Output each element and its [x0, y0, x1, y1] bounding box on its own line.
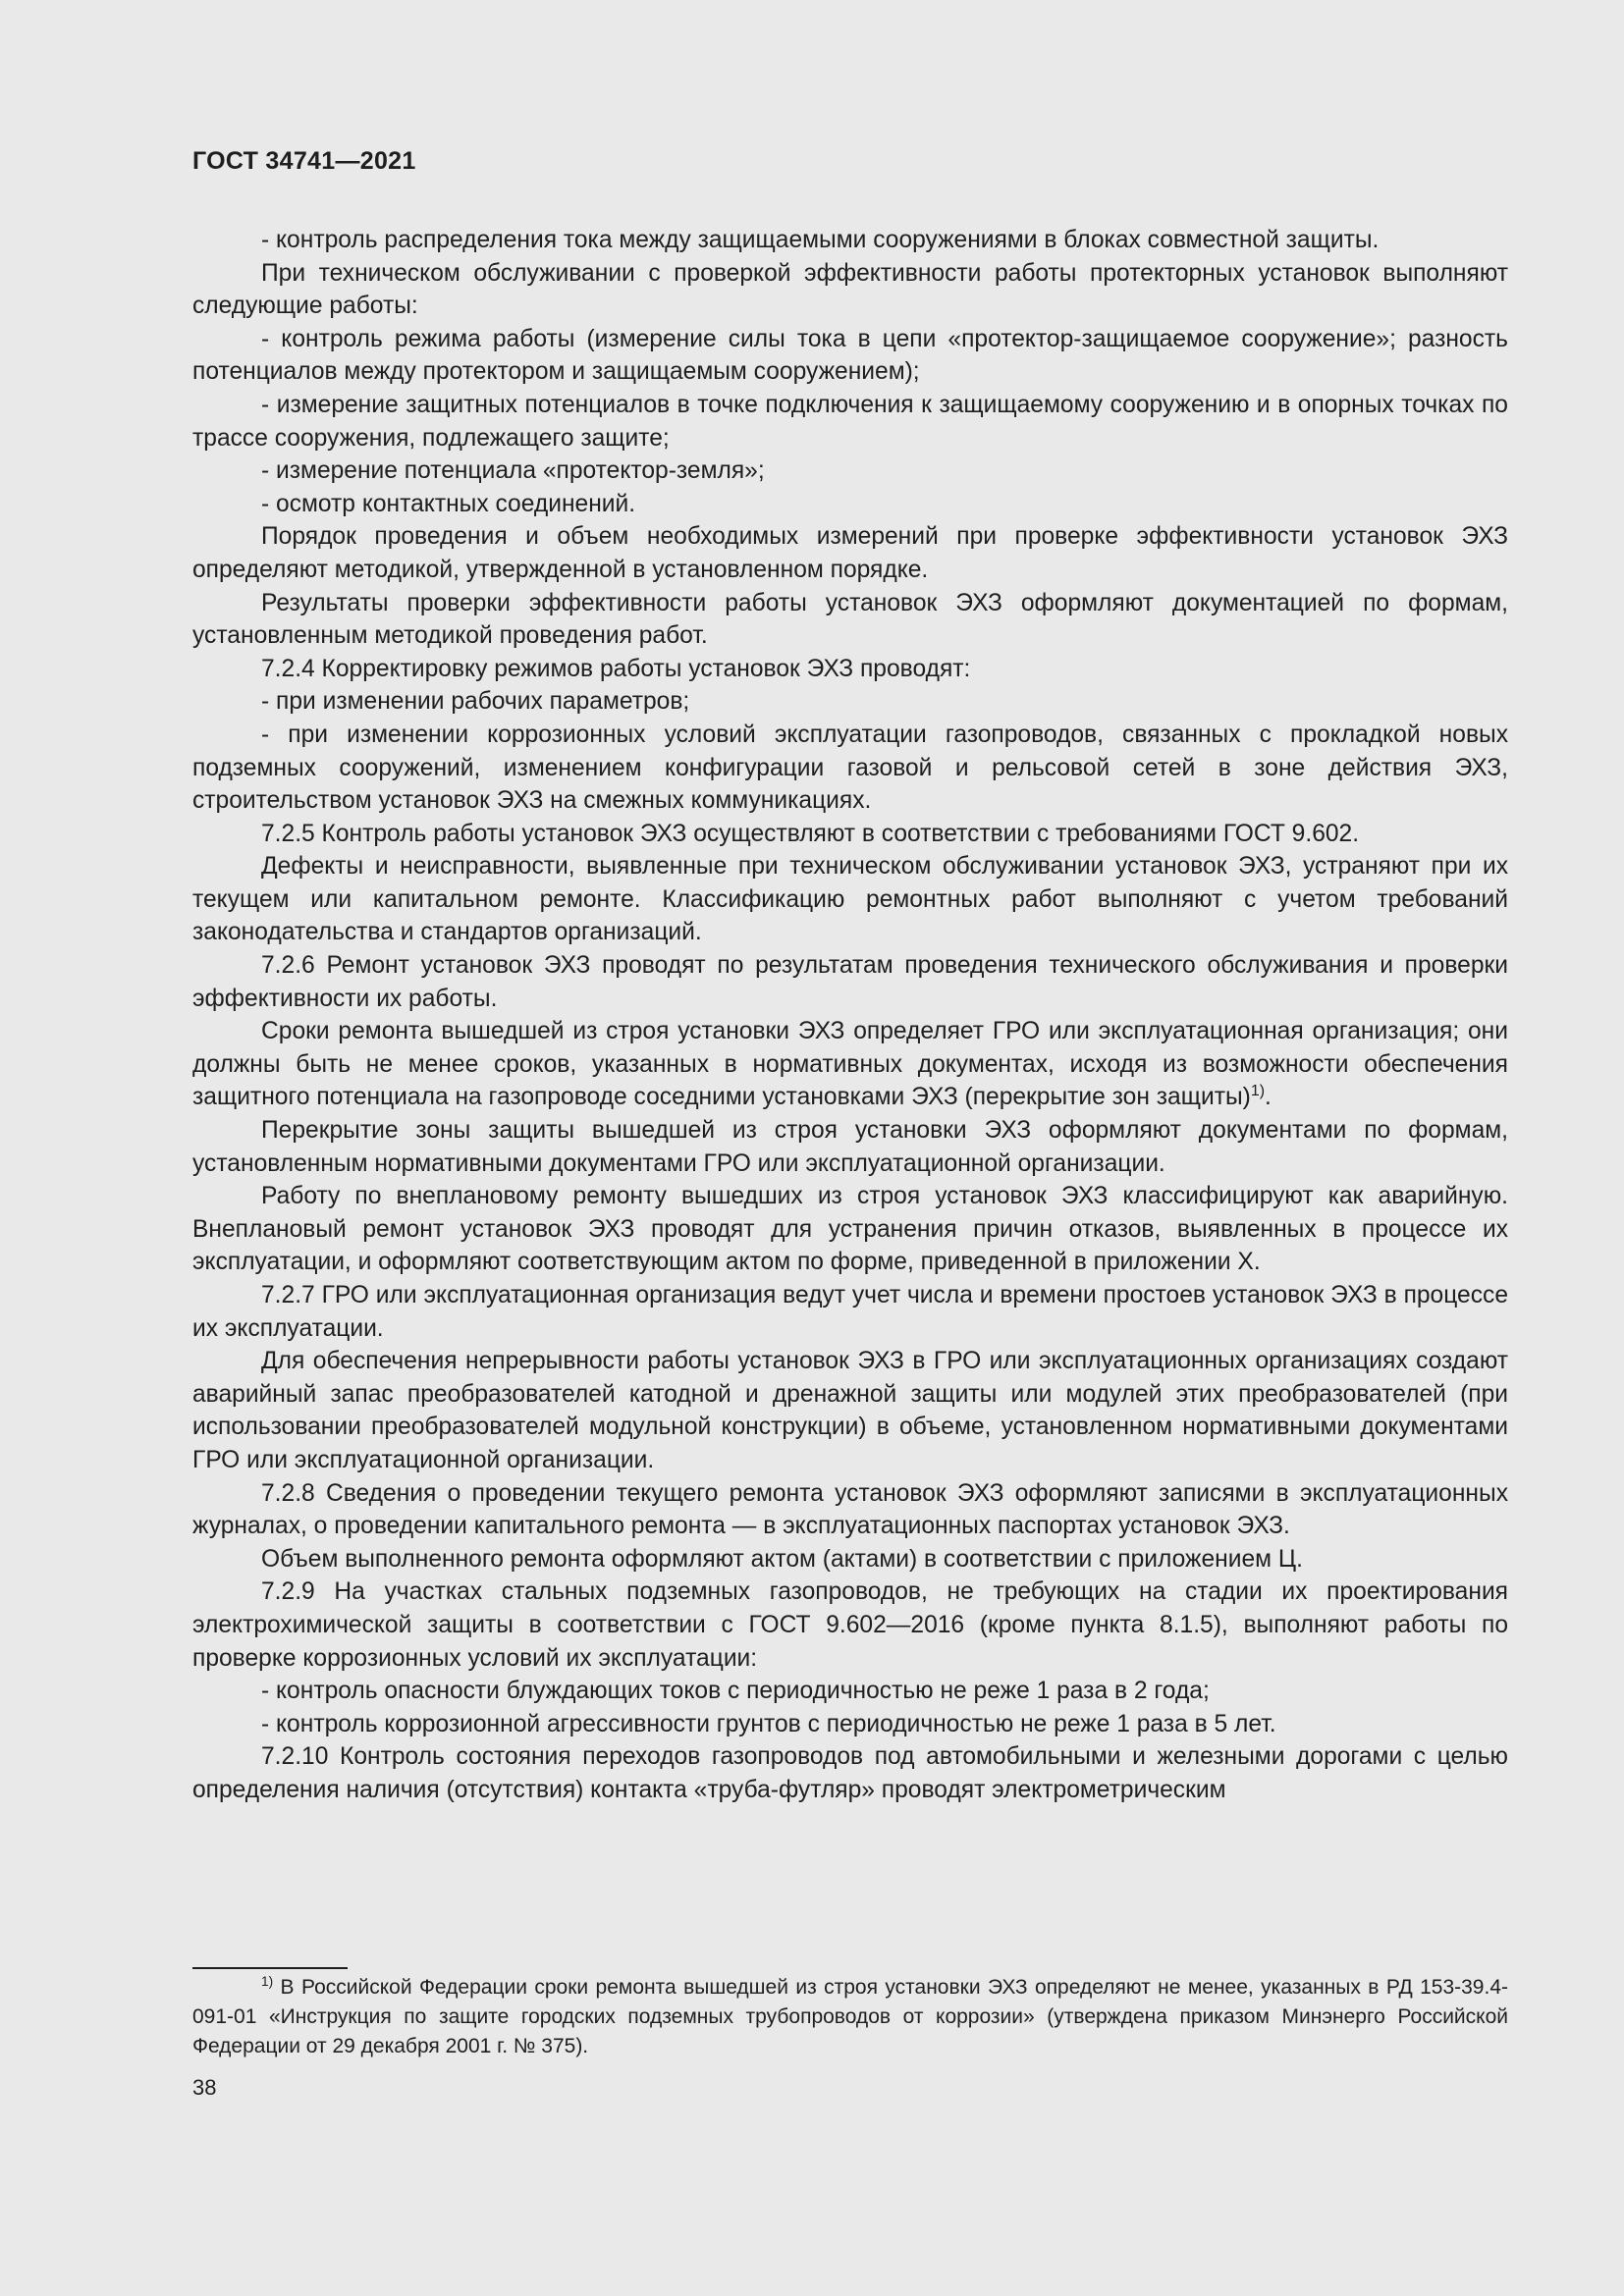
footnote-divider: [192, 1967, 348, 1969]
paragraph: - контроль режима работы (измерение силы тока в цепи «протектор-защищаемое сооружение»; разность потенциалов между протектором и защищаемым сооружением);: [192, 325, 1508, 386]
paragraph: 7.2.8 Сведения о проведении текущего ремонта установок ЭХЗ оформляют записями в эксплуатационных журналах, о проведении капитального ремонта — в эксплуатационных паспортах установок ЭХЗ.: [192, 1479, 1508, 1540]
paragraph: 7.2.10 Контроль состояния переходов газопроводов под автомобильными и железными дорогами с целью определения наличия (отсутствия) контакта «труба-футляр» проводят электрометрическим: [192, 1743, 1508, 1803]
paragraph: 7.2.4 Корректировку режимов работы установок ЭХЗ проводят:: [261, 655, 971, 682]
paragraph-with-footnote-ref: [192, 1015, 1508, 1114]
paragraph: - при изменении рабочих параметров;: [261, 688, 690, 716]
paragraph-text: Сроки ремонта вышедшей из строя установки ЭХЗ определяет ГРО или эксплуатационная организация; они должны быть не менее сроков, указанных в нормативных документах, исходя из возможности обеспечения защитного потенциала на газопроводе соседними установками ЭХЗ (перекрытие зон защиты): [192, 1018, 1508, 1111]
paragraph: - контроль опасности блуждающих токов с периодичностью не реже 1 раза в 2 года;: [261, 1678, 1210, 1705]
document-body: [192, 224, 1508, 1807]
footnote-text: В Российской Федерации сроки ремонта вышедшей из строя установки ЭХЗ определяют не менее, указанных в РД 153-39.4-091-01 «Инструкция по защите городских подземных трубопроводов от коррозии» (утверждена приказом Минэнерго Российской Федерации от 29 декабря 2001 г. № 375).: [192, 1976, 1508, 2057]
paragraph: - контроль коррозионной агрессивности грунтов с периодичностью не реже 1 раза в 5 лет.: [261, 1710, 1276, 1737]
paragraph: 7.2.9 На участках стальных подземных газопроводов, не требующих на стадии их проектирования электрохимической защиты в соответствии с ГОСТ 9.602—2016 (кроме пункта 8.1.5), выполняют работы по проверке коррозионных условий их эксплуатации:: [192, 1578, 1508, 1672]
paragraph: Дефекты и неисправности, выявленные при техническом обслуживании установок ЭХЗ, устраняют при их текущем или капитальном ремонте. Классификацию ремонтных работ выполняют с учетом требований законодательства и стандартов организаций.: [192, 853, 1508, 946]
footnote: [192, 1973, 1508, 2061]
paragraph: Результаты проверки эффективности работы установок ЭХЗ оформляют документацией по формам, установленным методикой проведения работ.: [192, 589, 1508, 650]
paragraph: Для обеспечения непрерывности работы установок ЭХЗ в ГРО или эксплуатационных организациях создают аварийный запас преобразователей катодной и дренажной защиты или модулей этих преобразователей (при использовании преобразователей модульной конструкции) в объеме, установленном нормативными документами ГРО или эксплуатационной организации.: [192, 1348, 1508, 1473]
paragraph: При техническом обслуживании с проверкой эффективности работы протекторных установок выполняют следующие работы:: [192, 259, 1508, 320]
paragraph: 7.2.5 Контроль работы установок ЭХЗ осуществляют в соответствии с требованиями ГОСТ 9.602.: [261, 820, 1360, 847]
page-number: 38: [192, 2075, 217, 2100]
paragraph: - измерение потенциала «протектор-земля»;: [261, 457, 765, 485]
footnote-paragraph: [192, 1973, 1508, 2061]
paragraph: Порядок проведения и объем необходимых измерений при проверке эффективности установок ЭХЗ определяют методикой, утвержденной в установленном порядке.: [192, 523, 1508, 583]
paragraph: - осмотр контактных соединений.: [261, 490, 636, 517]
paragraph: Перекрытие зоны защиты вышедшей из строя установки ЭХЗ оформляют документами по формам, установленным нормативными документами ГРО или эксплуатационной организации.: [192, 1117, 1508, 1177]
document-code-header: ГОСТ 34741—2021: [192, 147, 416, 175]
paragraph: Работу по внеплановому ремонту вышедших из строя установок ЭХЗ классифицируют как аварийную. Внеплановый ремонт установок ЭХЗ проводят для устранения причин отказов, выявленных в процессе их эксплуатации, и оформляют соответствующим актом по форме, приведенной в приложении Х.: [192, 1183, 1508, 1276]
paragraph: - при изменении коррозионных условий эксплуатации газопроводов, связанных с прокладкой новых подземных сооружений, изменением конфигурации газовой и рельсовой сетей в зоне действия ЭХЗ, строительством установок ЭХЗ на смежных коммуникациях.: [192, 721, 1508, 815]
paragraph: 7.2.7 ГРО или эксплуатационная организация ведут учет числа и времени простоев установок ЭХЗ в процессе их эксплуатации.: [192, 1282, 1508, 1342]
paragraph: Объем выполненного ремонта оформляют актом (актами) в соответствии с приложением Ц.: [261, 1545, 1303, 1573]
footnote-marker: 1): [261, 1974, 274, 1989]
paragraph: - измерение защитных потенциалов в точке подключения к защищаемому сооружению и в опорных точках по трассе сооружения, подлежащего защите;: [192, 391, 1508, 452]
footnote-reference[interactable]: 1): [1250, 1083, 1266, 1100]
paragraph: 7.2.6 Ремонт установок ЭХЗ проводят по результатам проведения технического обслуживания и проверки эффективности их работы.: [192, 952, 1508, 1012]
paragraph-text-tail: .: [1265, 1084, 1272, 1111]
paragraph: - контроль распределения тока между защищаемыми сооружениями в блоках совместной защиты.: [261, 227, 1380, 253]
